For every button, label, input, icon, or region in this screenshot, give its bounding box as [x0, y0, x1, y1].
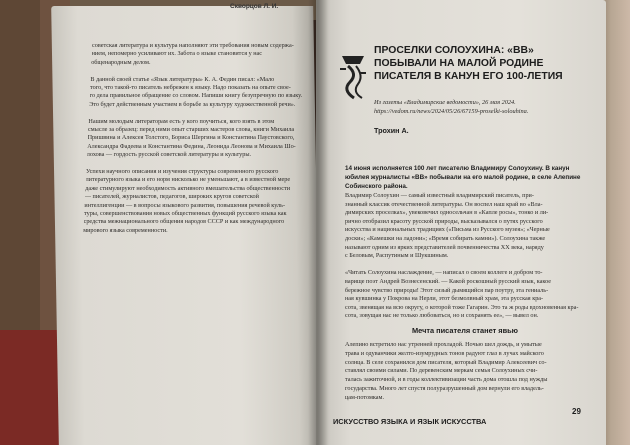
text-line: мирового языка современности.	[83, 226, 168, 234]
article-title: ПРОСЕЛКИ СОЛОУХИНА: «ВВ» ПОБЫВАЛИ НА МАЛОЙ РОДИНЕ ПИСАТЕЛЯ В КАНУН ЕГО 100-ЛЕТИЯ	[374, 45, 563, 82]
road-sign-logo-icon	[338, 52, 368, 102]
text-line: советская литература и культура наполняют эти требования новым содержа-	[92, 42, 294, 49]
text-line: В данной своей статье «Язык литературы» К. А. Федин писал: «Мало	[90, 75, 275, 83]
text-line: ная кувшинка у Покрова на Нерли, этот безмолвный храм, эта русская кра-	[345, 295, 544, 303]
text-line: трава и одуванчики желто-изумрудных тонов радуют глаз в лучах майского	[345, 349, 544, 357]
text-line: Нашим молодым литераторам есть у кого поучиться, кого взять в этом	[88, 117, 275, 125]
text-line: искусства и национальных традициях («Письма из Русского музея»; «Черные	[345, 226, 550, 234]
book-gutter-shadow	[308, 0, 328, 445]
article-author: Трохин А.	[374, 126, 409, 135]
text-line: смысле за образец: перед ними опыт старших мастеров слова, книги Михаила	[88, 126, 295, 133]
text-line: туры, совершенствования новых общественных функций русского языка как	[84, 210, 287, 217]
text-line: солнца. В селе сохранился дом писателя, который Владимир Алексеевич со-	[345, 358, 547, 366]
article-lead: 14 июня исполняется 100 лет писателю Владимиру Солоухину. В канун юбилея журналисты «ВВ» побывали на его малой родине, в селе Алепине Собинского района.	[345, 165, 581, 190]
page-footer-title: ИСКУССТВО ЯЗЫКА И ЯЗЫК ИСКУССТВА	[333, 417, 487, 426]
text-line: сота, зовущая нас не только любоваться, но и сохранять ее», — вывел он.	[345, 312, 539, 320]
background-red-book	[0, 330, 60, 445]
text-line: доски»; «Камешки на ладони»; «Время собирать камни»). Солоухина также	[345, 235, 546, 242]
text-line: Владимир Солоухин — самый известный владимирский писатель, при-	[345, 192, 534, 199]
text-line: Успехи научного описания и изучения структуры современного русского	[86, 168, 279, 175]
text-line: лохова — гордость русской советской литературы и культуры.	[86, 151, 252, 159]
text-line: ставлял своими силами. По деревенским меркам семья Солоухиных счи-	[345, 367, 538, 375]
text-line: нием, непомерно усиливают их. Забота о языке становится у нас	[91, 50, 263, 58]
text-line: Александра Фадеева и Константина Федина, Леонида Леонова и Михаила Шо-	[87, 142, 296, 150]
text-line: общенародным делом.	[91, 58, 151, 66]
text-line: интеллигенции — в вопросы языкового развития, повышения речевой куль-	[84, 201, 286, 209]
text-line: «Читать Солоухина наслаждение, — написал о своем коллеге и добром то-	[345, 269, 543, 277]
text-line: государства. Много лет спустя полуразрушенный дом вернули его владель-	[345, 385, 544, 392]
text-line: варище поэт Андрей Вознесенский. — Какой роскошный русский язык, какое	[345, 278, 552, 285]
article-subhead: Мечта писателя станет явью	[412, 326, 518, 335]
text-line: того, что такой-то писатель небрежен к языку. Надо показать на опыте свое-	[90, 84, 291, 91]
text-line: Пришвина и Алексея Толстого, Бориса Шергина и Константина Паустовского,	[87, 134, 295, 142]
text-line: даже стимулируют необходимость активного вмешательства общественности	[85, 184, 291, 192]
text-line: средства межнационального общения народов СССР и как международного	[83, 218, 285, 226]
text-line: знанный классик отечественной литературы. Он воспел наш край во «Вла-	[345, 200, 543, 208]
text-line: с Беловым, Распутиным и Шукшиным.	[345, 252, 449, 260]
text-line: литературного языка и его норм нисколько не уменьшают, а в известной мере	[85, 176, 291, 184]
article-source: Из газеты «Владимирские ведомости», 26 мая 2024. https://vedom.ru/news/2024/05/26/67159-proselki-solouhina.	[374, 99, 529, 115]
text-line: димирских проселках», увековечил односельчан в «Капле росы», тонко и ли-	[345, 209, 549, 217]
text-line: — писателей, журналистов, педагогов, широких кругов советской	[84, 193, 259, 201]
text-line: Это будет действенным участием в борьбе за культуру художественной речи».	[89, 100, 296, 108]
text-line: Алепино встретило нас утренней прохладой. Ночью шел дождь, и умытые	[345, 341, 542, 348]
page-number: 29	[572, 407, 581, 416]
text-line: талась зажиточной, и в годы коллективизации часть дома отошла под нужды	[345, 376, 548, 384]
text-line: называют одним из ярких представителей почвенничества XX века, наряду	[345, 243, 544, 251]
running-head: Скворцов Л. И.	[230, 3, 279, 10]
text-line: го дела правильное обращение со словом. Напиши книгу безупречную по языку.	[89, 92, 303, 100]
text-line: цам-потомкам.	[345, 393, 384, 401]
text-line: рично отобразил красоту русской природы, высказывался о путях русского	[345, 217, 543, 225]
text-line: бережное чувство природы! Этот сизый дымящийся пар поутру, эта гениаль-	[345, 286, 549, 294]
text-line: сота, звенящая на всю округу, о которой тоже Гагарин. Это та ж роды вдохновенная кра-	[345, 303, 579, 311]
